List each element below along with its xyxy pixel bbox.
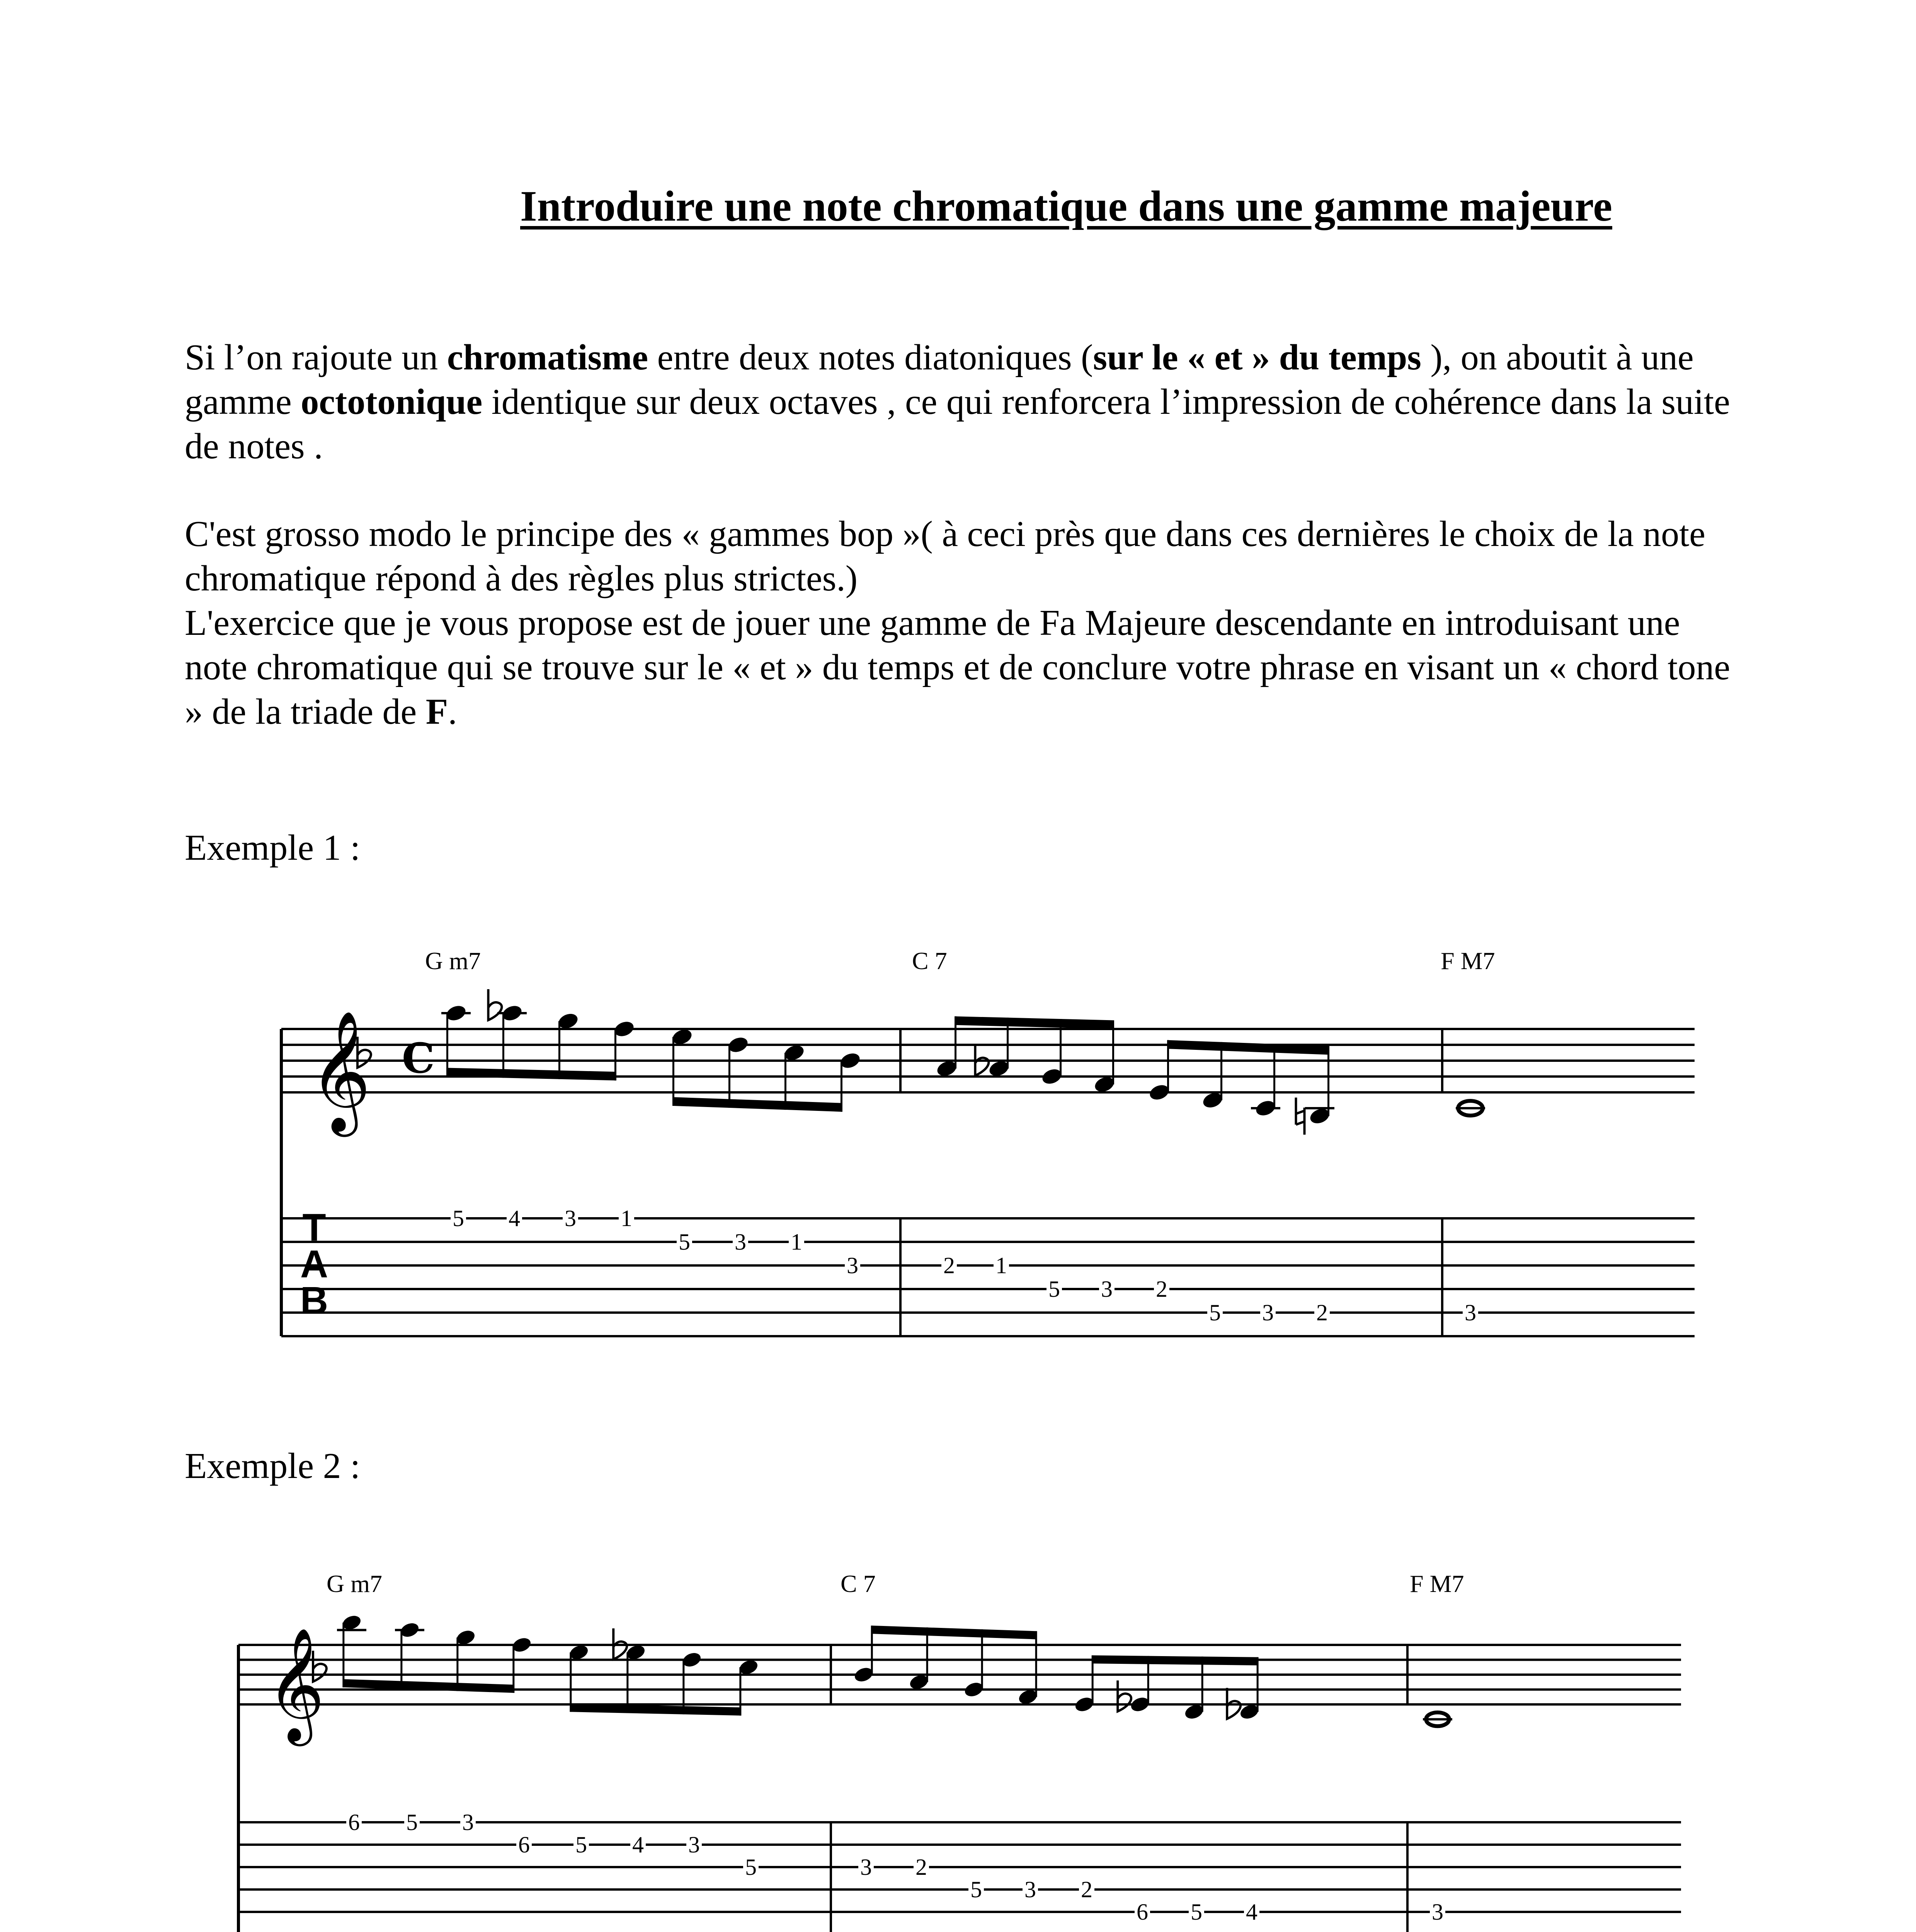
bold-text: chromatisme	[447, 337, 648, 378]
tab-fret-number: 3	[847, 1253, 858, 1278]
tab-fret-number: 3	[688, 1832, 700, 1857]
example2-label: Exemple 2 :	[185, 1446, 361, 1486]
text-run: entre deux notes diatoniques (	[648, 337, 1093, 378]
tab-fret-number: 1	[621, 1206, 632, 1231]
tab-fret-number: 2	[1156, 1276, 1167, 1302]
chord-symbol: C 7	[841, 1570, 876, 1597]
paragraph-gammes-bop: C'est grosso modo le principe des « gammes bop »( à ceci près que dans ces dernières le choix de la note chromatique répond à des règles plus strictes.)	[185, 514, 1706, 599]
tab-fret-number: 3	[1465, 1300, 1476, 1325]
flat-icon	[1118, 1680, 1131, 1711]
text-run: identique sur deux octaves , ce qui renforcera l’impression de cohérence dans la suite de notes .	[185, 382, 1730, 466]
tab-fret-number: 5	[1048, 1276, 1060, 1302]
tab-clef-letter: T	[302, 1206, 326, 1249]
bold-text: sur le « et » du temps	[1093, 337, 1421, 378]
tab-fret-number: 6	[348, 1810, 360, 1835]
beam	[446, 1068, 616, 1080]
example-2-score	[238, 1570, 1681, 1932]
tab-fret-number: 2	[915, 1854, 927, 1880]
tab-fret-number: 3	[735, 1229, 746, 1255]
chord-symbol: G m7	[425, 947, 481, 975]
natural-icon	[1296, 1098, 1305, 1135]
tab-clef-letter: A	[300, 1242, 328, 1286]
tab-fret-number: 5	[453, 1206, 464, 1231]
tab-fret-number: 5	[1191, 1899, 1202, 1925]
tab-fret-number: 3	[1101, 1276, 1113, 1302]
text-run: L'exercice que je vous propose est de jouer une gamme de Fa Majeure descendante en introduisant une note chromatique qui se trouve sur le « et » du temps et de conclure votre phrase en visant un « chord tone » de la triade de	[185, 603, 1731, 732]
treble-clef-icon: 𝄞	[267, 1626, 325, 1741]
beam	[955, 1016, 1114, 1029]
text-run: ), on aboutit à une gamme	[185, 337, 1694, 422]
tab-fret-number: 5	[406, 1810, 418, 1835]
chord-symbol: F M7	[1410, 1570, 1464, 1597]
example1-label: Exemple 1 :	[185, 828, 361, 868]
text-run: Si l’on rajoute un	[185, 337, 447, 378]
tab-fret-number: 2	[1316, 1300, 1328, 1325]
tab-fret-number: 5	[575, 1832, 587, 1857]
tab-fret-number: 4	[632, 1832, 644, 1857]
bold-text: octotonique	[301, 382, 483, 422]
treble-clef-icon: 𝄞	[309, 1009, 371, 1131]
example-1-score	[281, 947, 1695, 1336]
tab-fret-number: 3	[1432, 1899, 1443, 1925]
bold-text: F	[425, 692, 448, 732]
beam	[343, 1679, 514, 1693]
tab-fret-number: 5	[679, 1229, 690, 1255]
page-title: Introduire une note chromatique dans une gamme majeure	[520, 182, 1612, 230]
tab-fret-number: 2	[943, 1253, 955, 1278]
beam	[1092, 1655, 1258, 1665]
tab-fret-number: 6	[518, 1832, 530, 1857]
tab-fret-number: 1	[791, 1229, 802, 1255]
tab-fret-number: 3	[860, 1854, 872, 1880]
chord-symbol: F M7	[1441, 947, 1495, 975]
tab-fret-number: 5	[1209, 1300, 1221, 1325]
tab-clef-letter: B	[300, 1279, 328, 1323]
beam	[672, 1097, 842, 1112]
tab-fret-number: 5	[970, 1877, 982, 1902]
chord-symbol: C 7	[912, 947, 947, 975]
beam	[1167, 1040, 1329, 1055]
tab-fret-number: 1	[995, 1253, 1007, 1278]
tab-fret-number: 5	[745, 1854, 757, 1880]
time-signature-common-icon: C	[402, 1034, 435, 1083]
tab-fret-number: 4	[509, 1206, 520, 1231]
tab-fret-number: 3	[1024, 1877, 1036, 1902]
tab-fret-number: 2	[1081, 1877, 1092, 1902]
tab-fret-number: 3	[565, 1206, 576, 1231]
tab-fret-number: 3	[462, 1810, 474, 1835]
chord-symbol: G m7	[327, 1570, 382, 1597]
tab-fret-number: 6	[1137, 1899, 1148, 1925]
tab-fret-number: 3	[1262, 1300, 1274, 1325]
beam	[871, 1626, 1037, 1639]
tab-fret-number: 4	[1246, 1899, 1257, 1925]
flat-icon	[488, 989, 502, 1020]
text-run: .	[448, 692, 457, 732]
